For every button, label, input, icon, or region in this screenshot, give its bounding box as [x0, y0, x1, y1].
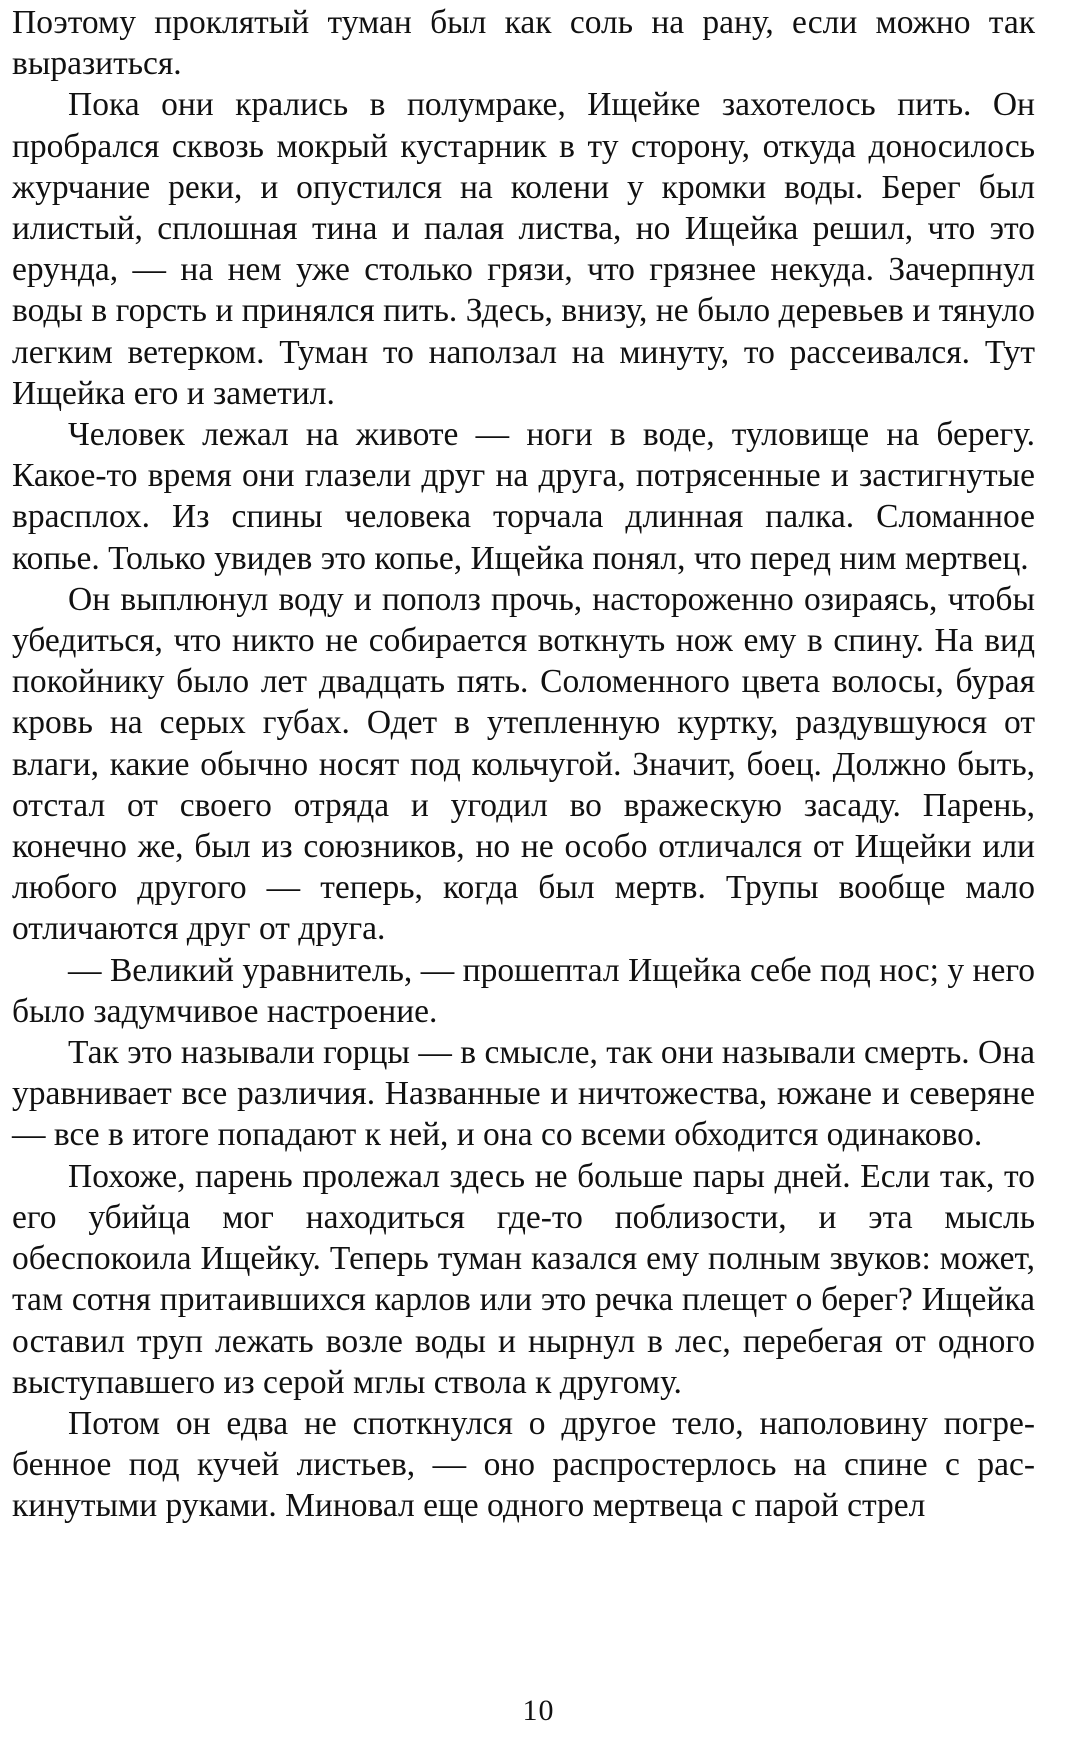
paragraph-7: Похоже, парень пролежал здесь не больше пары дней. Если так, то его убийца мог находиться где-то поблизости, и эта мысль обеспокоила Ищейку. Теперь туман казался ему полным звуков: может, там сотня притаившихся карлов или это речка плещет о берег? Ищейка оставил труп лежать возле воды и нырнул в лес, перебегая от одного выступавшего из серой мглы ствола к другому.	[12, 1157, 1035, 1401]
paragraph-1: Поэтому проклятый туман был как соль на рану, если можно так выразиться.	[12, 4, 1035, 83]
paragraph-2: Пока они крались в полумраке, Ищейке захотелось пить. Он пробрался сквозь мокрый кустарник в ту сторону, откуда доносилось журчание реки, и опустился на колени у кромки воды. Берег был илистый, сплошная тина и палая листва, но Ищейка решил, что это ерунда, — на нем уже столько грязи, что грязнее некуда. Зачерпнул воды в горсть и принялся пить. Здесь, внизу, не было деревьев и тянуло легким ветерком. Туман то наползал на минуту, то рассеивался. Тут Ищейка его и заметил.	[12, 86, 1035, 412]
paragraph-6: Так это называли горцы — в смысле, так они называли смерть. Она уравнивает все различия. Названные и ничтожества, южане и северяне — все в итоге попадают к ней, и она со всеми обходится одинаково.	[12, 1034, 1035, 1154]
paragraph-8: Потом он едва не споткнулся о другое тело, наполовину погребенное под кучей листьев, — оно распростерлось на спине с раскинутыми руками. Миновал еще одного мертвеца с парой стрел	[12, 1404, 1035, 1525]
paragraph-5: — Великий уравнитель, — прошептал Ищейка себе под нос; у него было задумчивое настроение.	[12, 951, 1035, 1030]
paragraph-4: Он выплюнул воду и пополз прочь, настороженно озираясь, чтобы убедиться, что никто не собирается воткнуть нож ему в спину. На вид покойнику было лет двадцать пять. Соломенного цвета волосы, бурая кровь на серых губах. Одет в утепленную куртку, раздувшуюся от влаги, какие обычно носят под кольчугой. Значит, боец. Должно быть, отстал от своего отряда и угодил во вражескую засаду. Парень, конечно же, был из союзников, но не особо отличался от Ищейки или любого другого — теперь, когда был мертв. Трупы вообще мало отличаются друг от друга.	[12, 580, 1035, 948]
page-body	[12, 2, 1035, 1527]
paragraph-3: Человек лежал на животе — ноги в воде, туловище на берегу. Какое-то время они глазели друг на друга, потрясенные и застигнутые врасплох. Из спины человека торчала длинная палка. Сломанное копье. Только увидев это копье, Ищейка понял, что перед ним мертвец.	[12, 416, 1035, 577]
page-number: 10	[522, 1694, 555, 1727]
